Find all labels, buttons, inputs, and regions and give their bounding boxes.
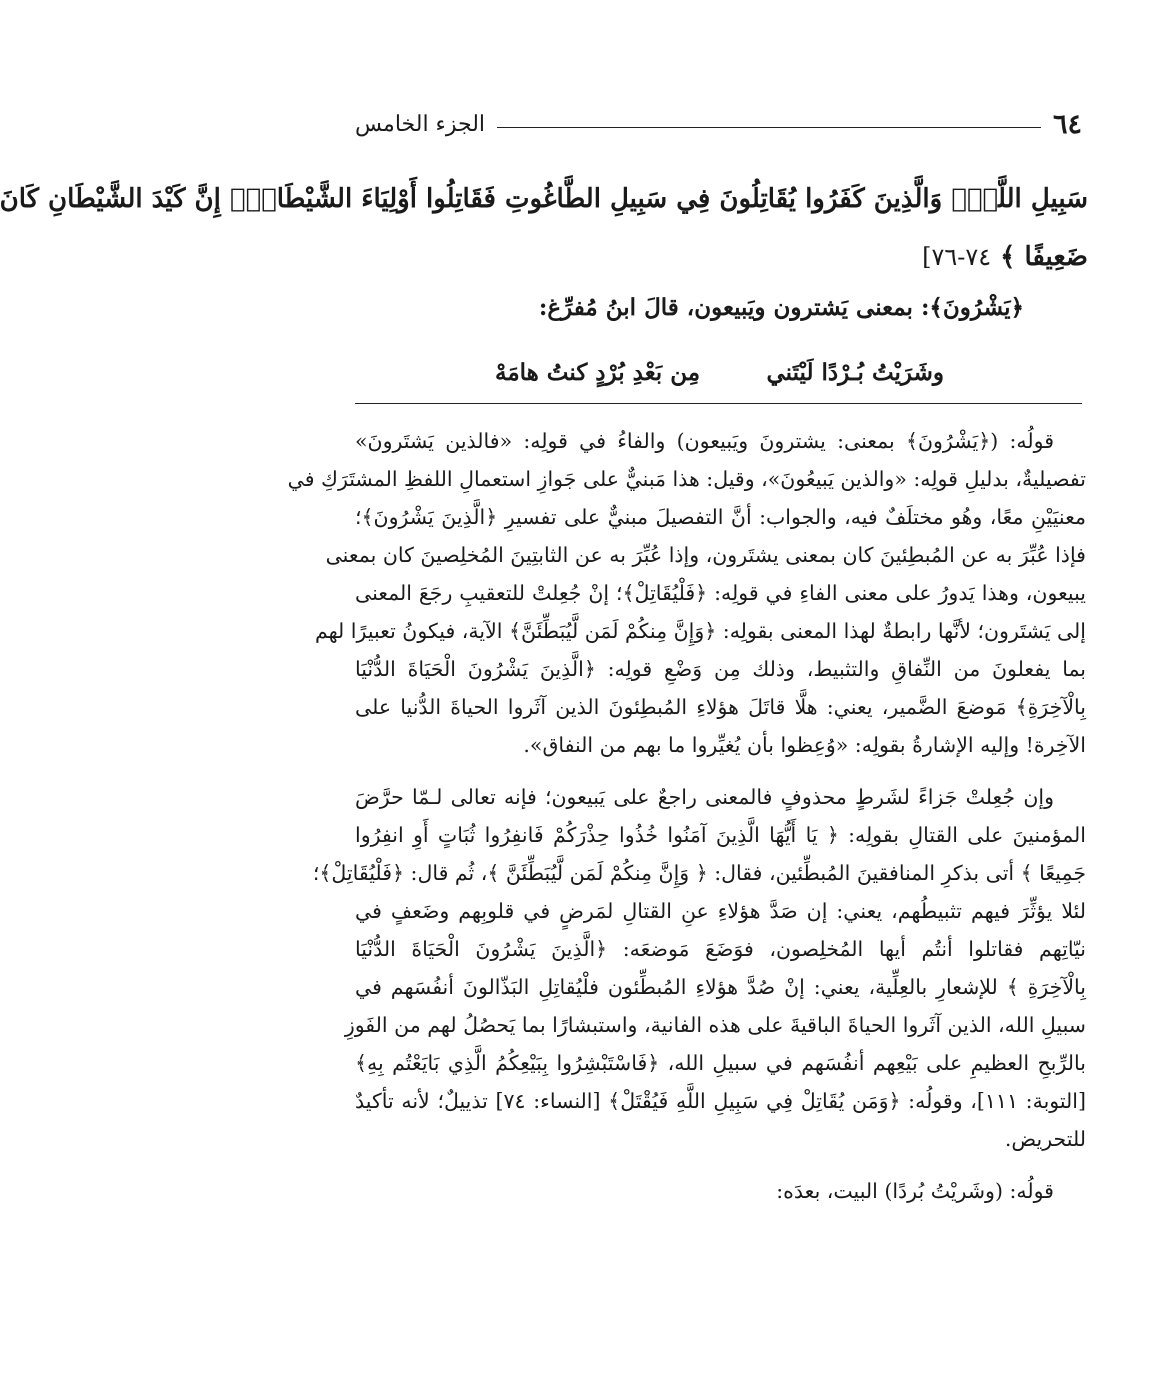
commentary (287, 422, 1086, 1210)
commentary-line: نيّاتِهم فقاتلوا أنتُم أيها المُخلِصون، فوَضَعَ مَوضعَه: ﴿الَّذِينَ يَشْرُونَ الْحَيَاةَ الدُّنْيَا (355, 937, 1086, 961)
commentary-paragraph-1 (287, 422, 1086, 764)
quran-verse (0, 170, 1088, 286)
commentary-line: سبيلِ الله، الذين آثَروا الحياةَ الباقيةَ على هذه الفانية، واستبشارًا بما يَحصُلُ لهم من الفَوزِ (344, 1013, 1086, 1037)
commentary-line: فإذا عُبِّرَ به عن المُبطِئينَ كان بمعنى يشتَرون، وإذا عُبِّرَ به عن الثابتِينَ المُخلِصينَ كان بمعنى (325, 543, 1086, 567)
poetry-hemistich-left: مِن بَعْدِ بُرْدٍ كنتُ هامَهْ (495, 359, 701, 386)
commentary-line: بما يفعلونَ من النِّفاقِ والتثبيط، وذلك مِن وَضْعِ قولِه: ﴿الَّذِينَ يَشْرُونَ الْحَيَاةَ الدُّنْيَا (355, 657, 1086, 681)
verse-reference: ٧٤-٧٦] (922, 243, 992, 271)
header-rule (497, 127, 1041, 128)
page-header (355, 104, 1082, 144)
commentary-line: جَمِيعًا ﴾ أتى بذكرِ المنافقينَ المُبطِّئين، فقال: ﴿ وَإِنَّ مِنكُمْ لَمَن لَّيُبَطِّئَنَّ ﴾، ثُم قال: ﴿فَلْيُقَاتِلْ﴾؛ (312, 861, 1086, 885)
page-number: ٦٤ (1052, 108, 1082, 140)
commentary-paragraph-2 (312, 778, 1086, 1158)
commentary-line: قولُه: (﴿يَشْرُونَ﴾ بمعنى: يشترونَ ويَبيعون) والفاءُ في قولِه: «فالذين يَشتَرونَ» (355, 429, 1054, 453)
commentary-line: الآخِرة! وإليه الإشارةُ بقولِه: «وُعِظوا بأن يُغيِّروا ما بهم من النفاق». (523, 733, 1086, 757)
verse-line-2 (355, 228, 1088, 286)
commentary-line: بِالْآخِرَةِ ﴾ للإشعارِ بالعِلِّية، يعني: إنْ صُدَّ هؤلاءِ المُبطِّئون فلْيُقاتِلِ البَذّالونَ أنفُسَهم في (355, 975, 1086, 999)
commentary-line: لئلا يؤثِّرَ فيهم تثبيطُهم، يعني: إن صَدَّ هؤلاءِ عنِ القتالِ لمَرضٍ في قلوبِهم وضَعفٍ في (355, 899, 1086, 923)
commentary-line: يبيعون، وهذا يَدورُ على معنى الفاءِ في قولِه: ﴿فَلْيُقَاتِلْ﴾؛ إنْ جُعِلتْ للتعقيبِ رجَعَ المعنى (355, 581, 1086, 605)
commentary-line: المؤمنينَ على القتالِ بقولِه: ﴿ يَا أَيُّهَا الَّذِينَ آمَنُوا خُذُوا حِذْرَكُمْ فَانفِرُوا ثُبَاتٍ أَوِ انفِرُوا (355, 823, 1086, 847)
part-title: الجزء الخامس (355, 111, 486, 137)
poetry-verse (495, 350, 944, 396)
commentary-line: تفصيليةٌ، بدليلِ قولِه: «والذين يَبيعُونَ»، وقيل: هذا مَبنيٌّ على جَوازِ استعمالِ اللفظِ المشتَرَكِ في (287, 467, 1086, 491)
commentary-line: [التوبة: ١١١]، وقولُه: ﴿وَمَن يُقَاتِلْ فِي سَبِيلِ اللَّهِ فَيُقْتَلْ﴾ [النساء: ٧٤] تذييلٌ؛ لأنه تأكيدٌ (355, 1089, 1086, 1113)
poetry-hemistich-right: وشَرَيْتُ بُـرْدًا لَيْتَني (766, 359, 944, 386)
verse-text-end: ضَعِيفًا ﴾ (1000, 242, 1088, 272)
commentary-line: وإن جُعِلتْ جَزاءً لشَرطٍ محذوفٍ فالمعنى راجعٌ على يَبيعون؛ فإنه تعالى لـمّا حرَّضَ (355, 785, 1054, 809)
commentary-line: معنيَيْنِ معًا، وهُو مختلَفٌ فيه، والجواب: أنَّ التفصيلَ مبنيٌّ على تفسيرِ ﴿الَّذِينَ يَشْرُونَ﴾؛ (355, 505, 1086, 529)
commentary-line: للتحريض. (1004, 1127, 1086, 1151)
commentary-closing: قولُه: (وشَريْتُ بُردًا) البيت، بعدَه: (776, 1179, 1054, 1203)
verse-line-1: سَبِيلِ اللَّهِۖ وَالَّذِينَ كَفَرُوا يُقَاتِلُونَ فِي سَبِيلِ الطَّاغُوتِ فَقَاتِلُوا أَوْلِيَاءَ الشَّيْطَانِۖ إِنَّ كَيْدَ الشَّيْطَانِ كَانَ (0, 184, 1088, 214)
word-explanation: ﴿يَشْرُونَ﴾: بمعنى يَشترون ويَبيعون، قالَ ابنُ مُفرِّغ: (538, 294, 1024, 321)
commentary-line: إلى يَشتَرون؛ لأنَّها رابطةٌ لهذا المعنى بقولِه: ﴿وَإِنَّ مِنكُمْ لَمَن لَّيُبَطِّئَنَّ﴾ الآية، فيكونُ تعبيرًا لهم (314, 619, 1086, 643)
commentary-line: بالرِّبحِ العظيمِ على بَيْعِهم أنفُسَهم في سبيلِ الله، ﴿فَاسْتَبْشِرُوا بِبَيْعِكُمُ الَّذِي بَايَعْتُم بِهِ﴾ (355, 1051, 1086, 1075)
commentary-line: بِالْآخِرَةِ﴾ مَوضعَ الضَّمير، يعني: هلَّا قاتَلَ هؤلاءِ المُبطِئونَ الذين آثَروا الحياةَ الدُّنيا على (355, 695, 1086, 719)
footnote-divider (355, 403, 1082, 404)
